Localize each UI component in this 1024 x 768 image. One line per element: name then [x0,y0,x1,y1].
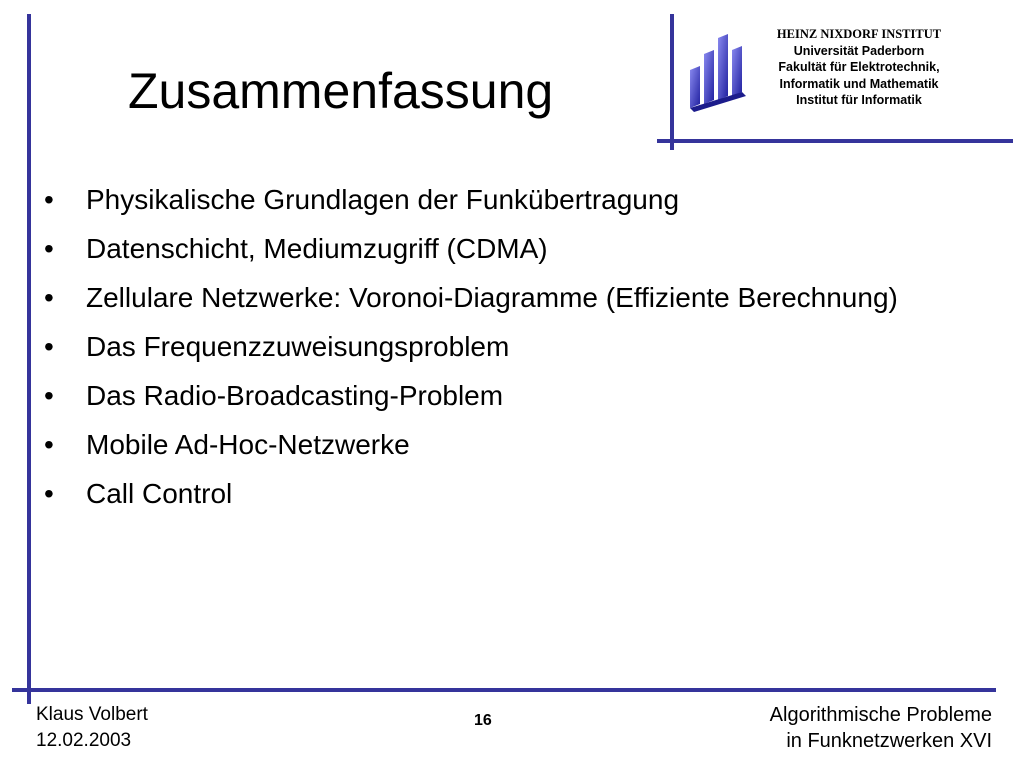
institute-name: HEINZ NIXDORF INSTITUT [776,27,942,41]
bullet-icon: • [44,331,54,362]
list-item [44,474,904,514]
footer-date: 12.02.2003 [36,730,132,751]
bullet-icon: • [44,478,54,509]
list-item-text: Zellulare Netzwerke: Voronoi-Diagramme (Effiziente Berechnung) [86,282,898,313]
footer-author-block [36,702,148,754]
list-item-text: Datenschicht, Mediumzugriff (CDMA) [86,233,548,264]
list-item-text: Call Control [86,478,233,509]
slide-title: Zusammenfassung [128,63,554,119]
faculty-name-line2: Informatik und Mathematik [779,76,939,91]
header-divider-vertical [670,14,674,150]
bullet-icon: • [44,282,54,313]
list-item [44,327,904,367]
footer-course-block [770,702,992,754]
footer-author: Klaus Volbert [36,704,148,725]
bullet-icon: • [44,184,54,215]
list-item-text: Mobile Ad-Hoc-Netzwerke [86,429,410,460]
list-item-text: Physikalische Grundlagen der Funkübertragung [86,184,680,215]
list-item [44,180,904,220]
department-name: Institut für Informatik [796,93,922,107]
list-item-text: Das Radio-Broadcasting-Problem [86,380,504,411]
footer-divider-line [12,688,996,692]
list-item-text: Das Frequenzzuweisungsproblem [86,331,510,362]
page-number: 16 [474,712,492,729]
list-item [44,425,904,465]
left-divider-line [27,14,31,704]
list-item [44,229,904,269]
bullet-icon: • [44,429,54,460]
list-item [44,278,904,318]
institute-header [748,26,970,109]
list-item [44,376,904,416]
bullet-icon: • [44,380,54,411]
faculty-name-line1: Fakultät für Elektrotechnik, [778,60,940,74]
university-name: Universität Paderborn [793,43,925,58]
bullet-list [44,180,904,523]
header-divider-horizontal [657,139,1013,143]
footer-course-line2: in Funknetzwerken XVI [786,730,992,752]
footer-course-line1: Algorithmische Probleme [769,704,992,726]
bullet-icon: • [44,233,54,264]
university-paderborn-logo-icon [686,30,750,114]
